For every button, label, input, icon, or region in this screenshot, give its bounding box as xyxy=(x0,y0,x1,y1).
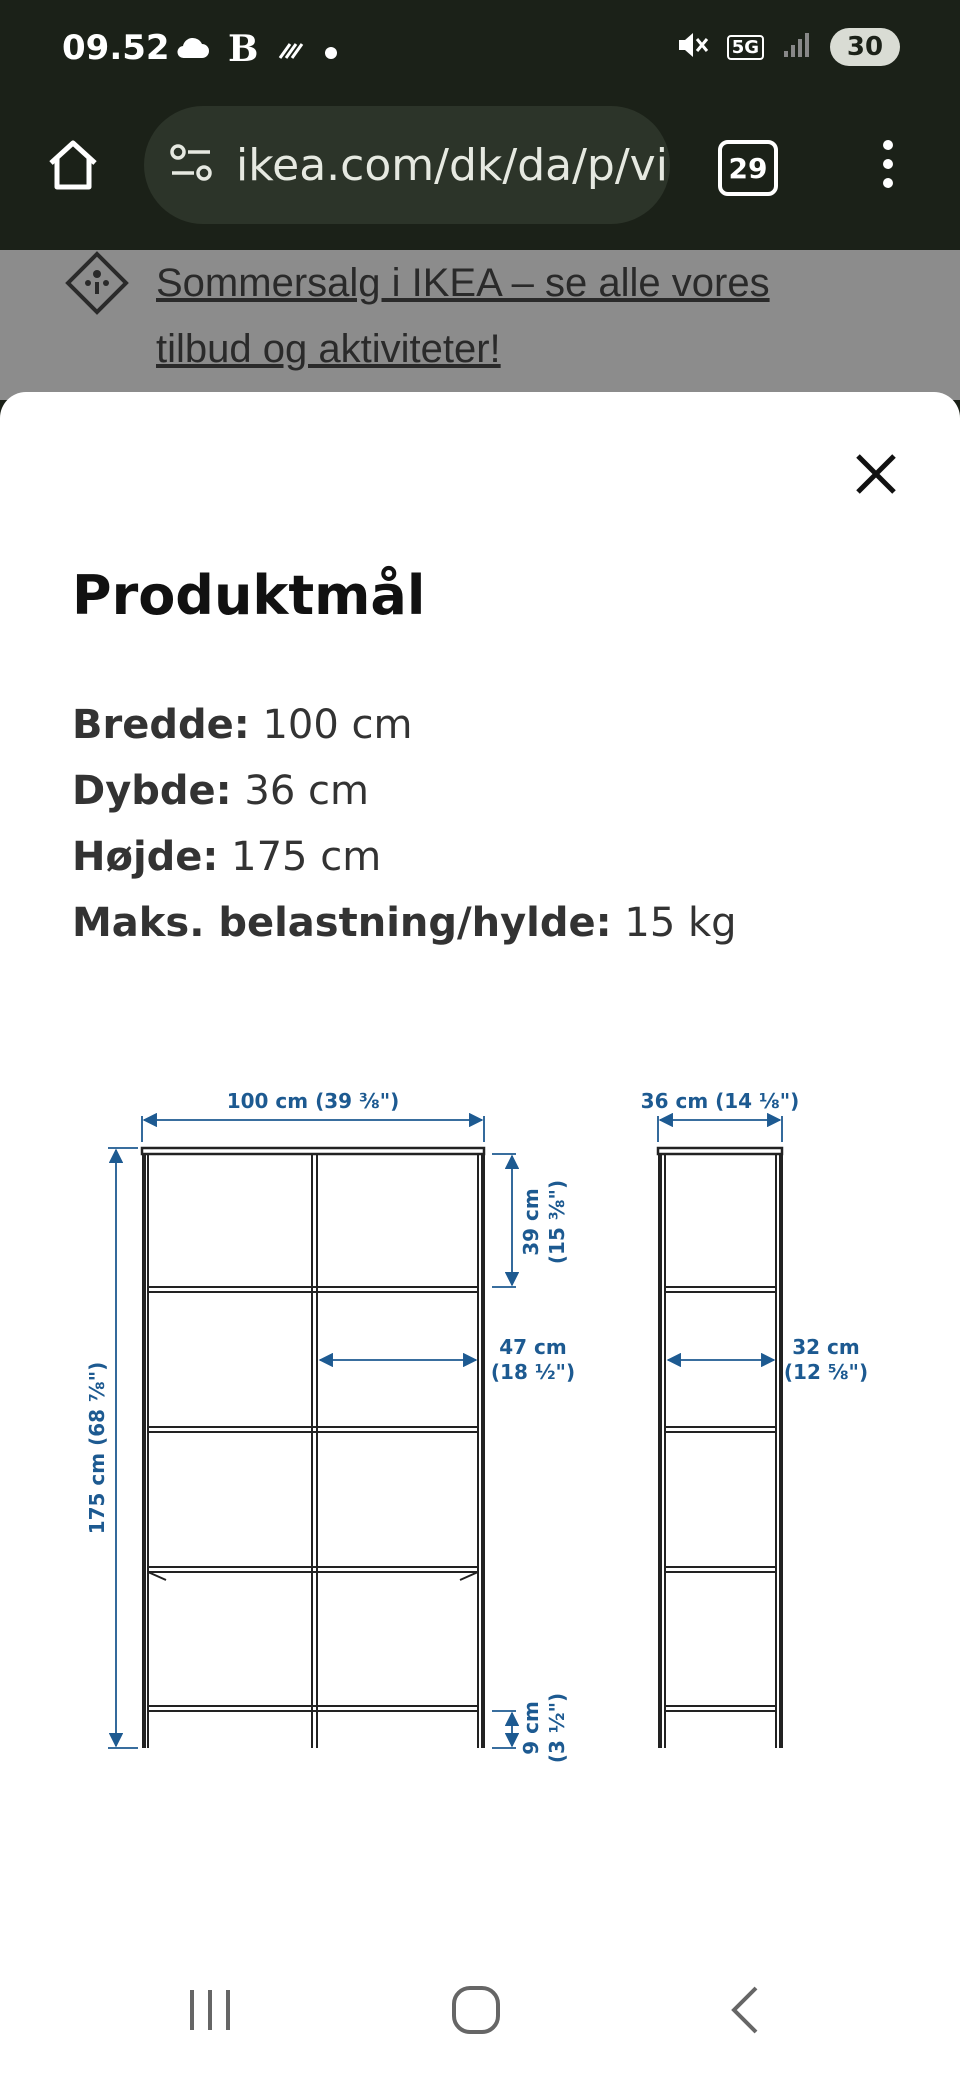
price-tag-icon xyxy=(64,250,130,320)
dot-icon xyxy=(883,159,893,169)
stripes-icon xyxy=(276,30,306,68)
dimension-value: 175 cm xyxy=(231,834,382,880)
mute-icon xyxy=(675,29,709,65)
url-text: ikea.com/dk/da/p/vi xyxy=(236,139,668,191)
status-system-icons xyxy=(675,28,900,66)
battery-indicator: 30 xyxy=(830,28,900,66)
compartment-width-in: (18 ½") xyxy=(490,1360,576,1384)
address-bar[interactable] xyxy=(144,106,670,224)
shelf-gap-cm: 39 cm xyxy=(519,1188,543,1256)
dimension-label: Bredde: xyxy=(72,702,250,748)
dimension-label: Dybde: xyxy=(72,768,232,814)
site-settings-icon[interactable] xyxy=(168,143,214,187)
b-icon: B xyxy=(228,28,259,70)
dimension-label: Maks. belastning/hylde: xyxy=(72,900,612,946)
dimension-diagram xyxy=(0,392,960,1792)
sheet-title: Produktmål xyxy=(72,564,426,627)
overflow-menu-button[interactable] xyxy=(870,140,906,196)
cloud-icon xyxy=(176,30,210,68)
signal-icon xyxy=(782,31,812,63)
tab-switcher-button[interactable]: 29 xyxy=(718,140,778,196)
shelf-gap-in: (15 ⅜") xyxy=(545,1179,569,1265)
home-icon xyxy=(43,135,103,195)
front-view-shelf xyxy=(142,1148,484,1748)
dimension-value: 100 cm xyxy=(262,702,413,748)
depth-label: 36 cm (14 ⅛") xyxy=(640,1089,800,1113)
recents-button[interactable] xyxy=(180,1980,240,2044)
side-depth-cm: 32 cm xyxy=(792,1335,860,1359)
compartment-width-cm: 47 cm xyxy=(499,1335,567,1359)
promo-link[interactable]: Sommersalg i IKEA – se alle vores tilbud og aktiviteter! xyxy=(156,261,770,371)
home-button[interactable] xyxy=(38,130,108,200)
status-notification-icons xyxy=(176,28,338,70)
dot-icon xyxy=(883,178,893,188)
product-dimensions-sheet xyxy=(0,392,960,2080)
floor-gap-cm: 9 cm xyxy=(519,1701,543,1755)
home-circle-icon xyxy=(446,1980,506,2040)
dimension-value: 15 kg xyxy=(624,900,737,946)
side-depth-in: (12 ⅝") xyxy=(783,1360,869,1384)
dimension-label: Højde: xyxy=(72,834,219,880)
side-view-shelf xyxy=(658,1148,782,1748)
floor-gap-in: (3 ½") xyxy=(545,1692,569,1764)
network-type: 5G xyxy=(727,35,764,60)
dot-icon xyxy=(324,30,338,68)
back-button[interactable] xyxy=(716,1980,776,2044)
recents-icon xyxy=(180,1980,240,2040)
width-label: 100 cm (39 ⅜") xyxy=(226,1089,400,1113)
status-time: 09.52 xyxy=(62,28,170,68)
dot-icon xyxy=(883,140,893,150)
browser-toolbar xyxy=(0,100,960,250)
home-nav-button[interactable] xyxy=(446,1980,506,2044)
back-icon xyxy=(716,1980,776,2040)
promo-banner xyxy=(0,250,960,400)
dimension-value: 36 cm xyxy=(244,768,369,814)
system-navigation-bar xyxy=(0,1940,960,2080)
status-bar xyxy=(0,0,960,100)
height-label: 175 cm (68 ⅞") xyxy=(85,1361,109,1535)
